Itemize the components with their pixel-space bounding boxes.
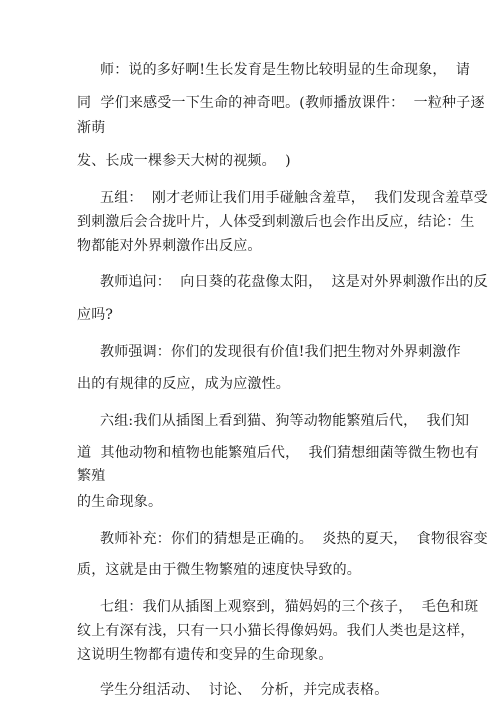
text-line: 出的有规律的反应，成为应激性。 (77, 376, 290, 392)
text-line: 教师追问： 向日葵的花盘像太阳， 这是对外界刺激作出的反 (100, 274, 488, 290)
text-line: 师：说的多好啊!生长发育是生物比较明显的生命现象， 请 (100, 62, 471, 78)
text-line: 渐萌 (77, 120, 106, 136)
text-line: 的生命现象。 (77, 494, 163, 510)
text-line: 发、长成一棵参天大树的视频。 ) (77, 153, 291, 169)
text-line: 五组： 刚才老师让我们用手碰触含羞草， 我们发现含羞草受 (100, 190, 488, 206)
text-line: 应吗? (77, 307, 114, 323)
text-line: 学生分组活动、 讨论、 分析，并完成表格。 (100, 682, 389, 698)
text-line: 到刺激后会合拢叶片，人体受到刺激后也会作出反应，结论：生 (77, 214, 475, 230)
text-line: 道 其他动物和植物也能繁殖后代， 我们猜想细菌等微生物也有 (77, 445, 479, 461)
text-line: 同 学们来感受一下生命的神奇吧。(教师播放课件： 一粒种子逐 (77, 95, 485, 111)
text-line: 质，这就是由于微生物繁殖的速度快导致的。 (77, 562, 361, 578)
text-line: 教师强调：你们的发现很有价值!我们把生物对外界刺激作 (100, 344, 461, 360)
text-line: 纹上有深有浅，只有一只小猫长得像妈妈。我们人类也是这样， (77, 623, 475, 639)
text-line: 物都能对外界刺激作出反应。 (77, 238, 262, 254)
text-line: 繁殖 (77, 468, 106, 484)
text-line: 教师补充：你们的猜想是正确的。 炎热的夏天， 食物很容变 (100, 531, 488, 547)
text-line: 六组:我们从插图上看到猫、狗等动物能繁殖后代， 我们知 (100, 413, 470, 429)
text-line: 七组：我们从插图上观察到，猫妈妈的三个孩子， 毛色和斑 (100, 599, 479, 615)
text-line: 这说明生物都有遗传和变异的生命现象。 (77, 647, 333, 663)
